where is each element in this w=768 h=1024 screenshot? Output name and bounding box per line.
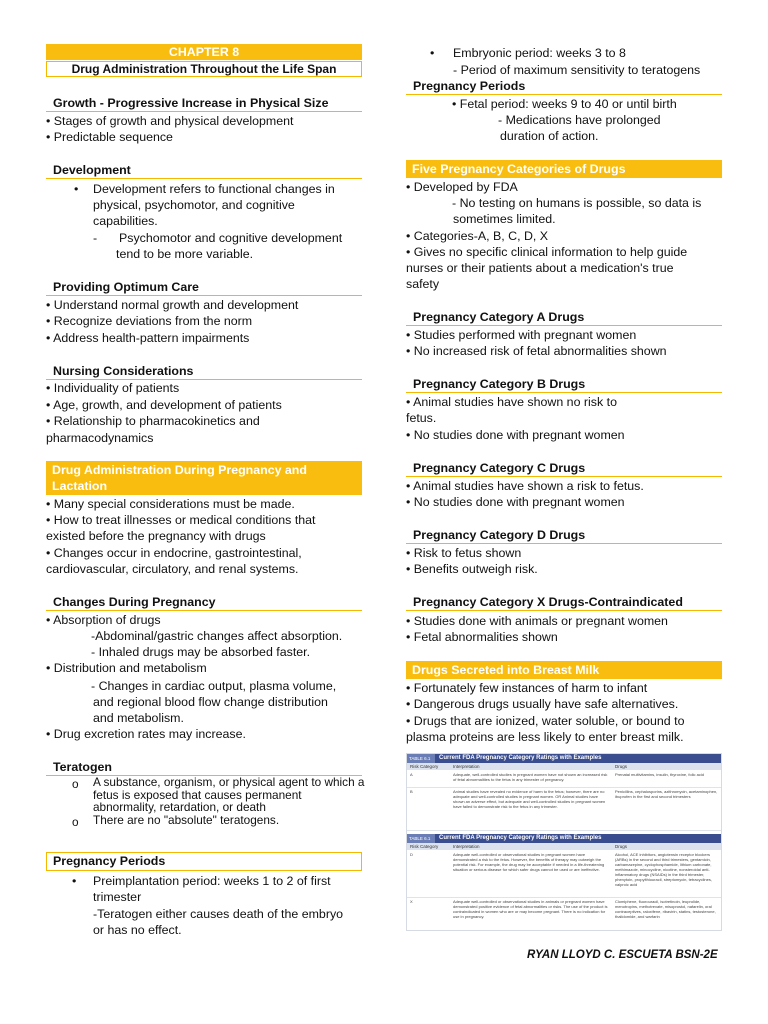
five-categories-item: • Gives no specific clinical information to help guide <box>406 245 688 259</box>
table-header-row <box>407 843 721 850</box>
table-title-bar <box>407 754 721 763</box>
pregnancy-admin-item: cardiovascular, circulatory, and renal systems. <box>46 562 299 576</box>
table-cell-drugs: Alcohol, ACE inhibitors, angiotensin receptor blockers (ARBs) in the second and third trimesters, gentamicin, carbamazepine, cyclophosphamide, lithium carbonate, methimazole, minocycline, nicotine, nonsteroidal anti-inflammatory drugs (NSAIDs) in the third trimester, phenytoin, propylthiouracil, streptomycin, tetracyclines, valproic acid <box>615 852 712 887</box>
development-bullet: • <box>74 182 79 196</box>
embryonic-text: Embryonic period: weeks 3 to 8 <box>453 46 626 60</box>
changes-item: • Drug excretion rates may increase. <box>46 727 246 741</box>
development-text: physical, psychomotor, and cognitive <box>93 198 295 212</box>
fetal-periods-subitem: duration of action. <box>500 129 599 143</box>
pregnancy-admin-item: • Many special considerations must be made. <box>46 497 295 511</box>
table-row <box>407 898 721 930</box>
table-cell-category: B <box>410 789 413 794</box>
pregnancy-periods-text: or has no effect. <box>93 923 182 937</box>
teratogen-text: fetus is exposed that causes permanent <box>93 788 302 802</box>
development-sub-dash: - <box>93 231 98 245</box>
nursing-item: • Age, growth, and development of patients <box>46 398 282 412</box>
changes-item: • Absorption of drugs <box>46 613 161 627</box>
five-categories-item: safety <box>406 277 440 291</box>
development-divider <box>46 178 362 179</box>
five-categories-item: • Developed by FDA <box>406 180 518 194</box>
category-x-divider <box>406 610 722 611</box>
table-label: TABLE 6.1 <box>407 754 435 763</box>
growth-divider <box>46 111 362 112</box>
table-row <box>407 771 721 788</box>
chapter-banner: CHAPTER 8 <box>46 44 362 60</box>
growth-heading: Growth - Progressive Increase in Physical Size <box>53 96 329 110</box>
development-heading: Development <box>53 163 131 177</box>
category-d-divider <box>406 543 722 544</box>
category-d-item: • Risk to fetus shown <box>406 546 522 560</box>
category-b-heading: Pregnancy Category B Drugs <box>413 377 586 391</box>
changes-subitem: - Inhaled drugs may be absorbed faster. <box>91 645 311 659</box>
table-cell-drugs: Penicillins, cephalosporins, azithromycin, acetaminophen, ibuprofen in the first and second trimesters <box>615 789 718 799</box>
teratogen-text: abnormality, retardation, or death <box>93 800 266 814</box>
category-c-divider <box>406 476 722 477</box>
table-col-drugs: Drugs <box>615 764 628 769</box>
table-col-interpretation: Interpretation <box>453 764 480 769</box>
pregnancy-periods-text: Preimplantation period: weeks 1 to 2 of first <box>93 874 331 888</box>
fetal-periods-item: • Fetal period: weeks 9 to 40 or until birth <box>452 97 677 111</box>
category-d-item: • Benefits outweigh risk. <box>406 562 538 576</box>
five-categories-heading: Five Pregnancy Categories of Drugs <box>406 160 722 178</box>
table-title: Current FDA Pregnancy Category Ratings with Examples <box>439 755 602 761</box>
table-cell-interpretation: Adequate well-controlled or observational studies in pregnant women have demonstrated a risk to the fetus. However, the benefits of therapy may outweigh the potential risk. For example, the drug may be acceptable if needed in a life-threatening situation or serious disease for which safer drugs cannot be used or are ineffective. <box>453 852 605 872</box>
table-row <box>407 788 721 831</box>
teratogen-heading: Teratogen <box>53 760 112 774</box>
category-c-heading: Pregnancy Category C Drugs <box>413 461 586 475</box>
pregnancy-admin-heading: Lactation <box>52 479 108 493</box>
table-title-bar <box>407 834 721 843</box>
category-c-item: • Animal studies have shown a risk to fetus. <box>406 479 644 493</box>
table-col-risk: Risk Category <box>410 844 439 849</box>
five-categories-item: nurses or their patients about a medication's true <box>406 261 674 275</box>
optimum-care-item: • Address health-pattern impairments <box>46 331 250 345</box>
category-c-item: • No studies done with pregnant women <box>406 495 625 509</box>
pregnancy-admin-item: • Changes occur in endocrine, gastrointestinal, <box>46 546 302 560</box>
optimum-care-item: • Recognize deviations from the norm <box>46 314 253 328</box>
table-cell-category: X <box>410 899 413 904</box>
table-cell-category: A <box>410 772 413 777</box>
teratogen-text: There are no "absolute" teratogens. <box>93 813 280 827</box>
category-b-divider <box>406 392 722 393</box>
category-a-item: • Studies performed with pregnant women <box>406 328 637 342</box>
category-x-item: • Fetal abnormalities shown <box>406 630 558 644</box>
pregnancy-periods-text: trimester <box>93 890 142 904</box>
table-cell-drugs: Prenatal multivitamins, insulin, thyroxine, folic acid <box>615 772 704 777</box>
table-cell-drugs: Clomiphene, fluorouracil, isotretinoin, leuprolide, menotropins, methotrexate, misoprostol, nafarelin, oral contraceptives, raloxifene, ribavirin, statins, testosterone, thalidomide, and warfarin <box>615 899 716 919</box>
nursing-heading: Nursing Considerations <box>53 364 194 378</box>
breast-milk-item: • Fortunately few instances of harm to infant <box>406 681 648 695</box>
breast-milk-heading: Drugs Secreted into Breast Milk <box>406 661 722 679</box>
development-text: capabilities. <box>93 214 158 228</box>
optimum-care-item: • Understand normal growth and development <box>46 298 299 312</box>
optimum-care-divider <box>46 295 362 296</box>
optimum-care-heading: Providing Optimum Care <box>53 280 199 294</box>
table-cell-category: D <box>410 852 413 857</box>
changes-subitem: - Changes in cardiac output, plasma volume, <box>91 679 337 693</box>
table-row <box>407 851 721 898</box>
embryonic-text: - Period of maximum sensitivity to teratogens <box>453 63 701 77</box>
five-categories-subitem: sometimes limited. <box>453 212 556 226</box>
table-col-drugs: Drugs <box>615 844 628 849</box>
pregnancy-periods-heading: Pregnancy Periods <box>53 854 166 868</box>
category-a-item: • No increased risk of fetal abnormalities shown <box>406 344 667 358</box>
pregnancy-admin-heading: Drug Administration During Pregnancy and <box>52 463 307 477</box>
author-footer: RYAN LLOYD C. ESCUETA BSN-2E <box>527 949 718 961</box>
chapter-subtitle: Drug Administration Throughout the Life Span <box>46 61 362 77</box>
table-cell-interpretation: Animal studies have revealed no evidence of harm to the fetus; however, there are no adequate and well-controlled studies in pregnant women. OR Animal studies have shown an adverse effect, but adequate and well-controlled studies in pregnant women have failed to demonstrate risk to the fetus in any trimester. <box>453 789 606 809</box>
changes-item: • Distribution and metabolism <box>46 661 207 675</box>
category-d-heading: Pregnancy Category D Drugs <box>413 528 586 542</box>
table-header-row <box>407 763 721 770</box>
changes-heading: Changes During Pregnancy <box>53 595 216 609</box>
breast-milk-item: • Dangerous drugs usually have safe alternatives. <box>406 697 679 711</box>
teratogen-marker: o <box>72 815 79 829</box>
changes-subitem: and metabolism. <box>93 711 184 725</box>
table-col-interpretation: Interpretation <box>453 844 480 849</box>
teratogen-marker: o <box>72 777 79 791</box>
fetal-periods-divider <box>406 94 722 95</box>
table-title: Current FDA Pregnancy Category Ratings with Examples <box>439 835 602 841</box>
category-b-item: • Animal studies have shown no risk to <box>406 395 617 409</box>
embryonic-bullet: • <box>430 46 435 60</box>
category-a-heading: Pregnancy Category A Drugs <box>413 310 585 324</box>
five-categories-item: • Categories-A, B, C, D, X <box>406 229 549 243</box>
development-subtext: Psychomotor and cognitive development <box>119 231 343 245</box>
five-categories-subitem: - No testing on humans is possible, so data is <box>452 196 702 210</box>
fetal-periods-subitem: - Medications have prolonged <box>498 113 661 127</box>
pregnancy-periods-text: -Teratogen either causes death of the embryo <box>93 907 344 921</box>
fetal-periods-heading: Pregnancy Periods <box>413 79 526 93</box>
pregnancy-admin-item: existed before the pregnancy with drugs <box>46 529 266 543</box>
breast-milk-item: • Drugs that are ionized, water soluble, or bound to <box>406 714 685 728</box>
category-x-heading: Pregnancy Category X Drugs-Contraindicated <box>413 595 683 609</box>
teratogen-text: A substance, organism, or physical agent to which a <box>93 775 365 789</box>
development-text: Development refers to functional changes in <box>93 182 335 196</box>
changes-subitem: and regional blood flow change distribution <box>93 695 328 709</box>
table-cell-interpretation: Adequate well-controlled or observational studies in animals or pregnant women have demonstrated positive evidence of fetal abnormalities or risks. The use of the product is contraindicated in women who are or may become pregnant. There is no indication for use in pregnancy. <box>453 899 608 919</box>
pregnancy-admin-band <box>46 461 362 495</box>
category-x-item: • Studies done with animals or pregnant women <box>406 614 668 628</box>
changes-divider <box>46 610 362 611</box>
nursing-item: • Individuality of patients <box>46 381 180 395</box>
changes-subitem: -Abdominal/gastric changes affect absorption. <box>91 629 343 643</box>
category-a-divider <box>406 325 722 326</box>
category-b-item: • No studies done with pregnant women <box>406 428 625 442</box>
table-col-risk: Risk Category <box>410 764 439 769</box>
nursing-item: pharmacodynamics <box>46 431 154 445</box>
table-label: TABLE 6.1 <box>407 834 435 843</box>
growth-item: • Predictable sequence <box>46 130 173 144</box>
table-cell-interpretation: Adequate, well-controlled studies in pregnant women have not shown an increased risk of fetal abnormalities to the fetus in any trimester of pregnancy. <box>453 772 608 782</box>
pregnancy-periods-bullet: • <box>72 874 77 888</box>
pregnancy-admin-item: • How to treat illnesses or medical conditions that <box>46 513 316 527</box>
category-b-item: fetus. <box>406 411 437 425</box>
development-subtext: tend to be more variable. <box>116 247 254 261</box>
breast-milk-item: plasma proteins are less likely to enter breast milk. <box>406 730 684 744</box>
nursing-item: • Relationship to pharmacokinetics and <box>46 414 260 428</box>
growth-item: • Stages of growth and physical development <box>46 114 294 128</box>
fda-category-table <box>406 753 722 931</box>
